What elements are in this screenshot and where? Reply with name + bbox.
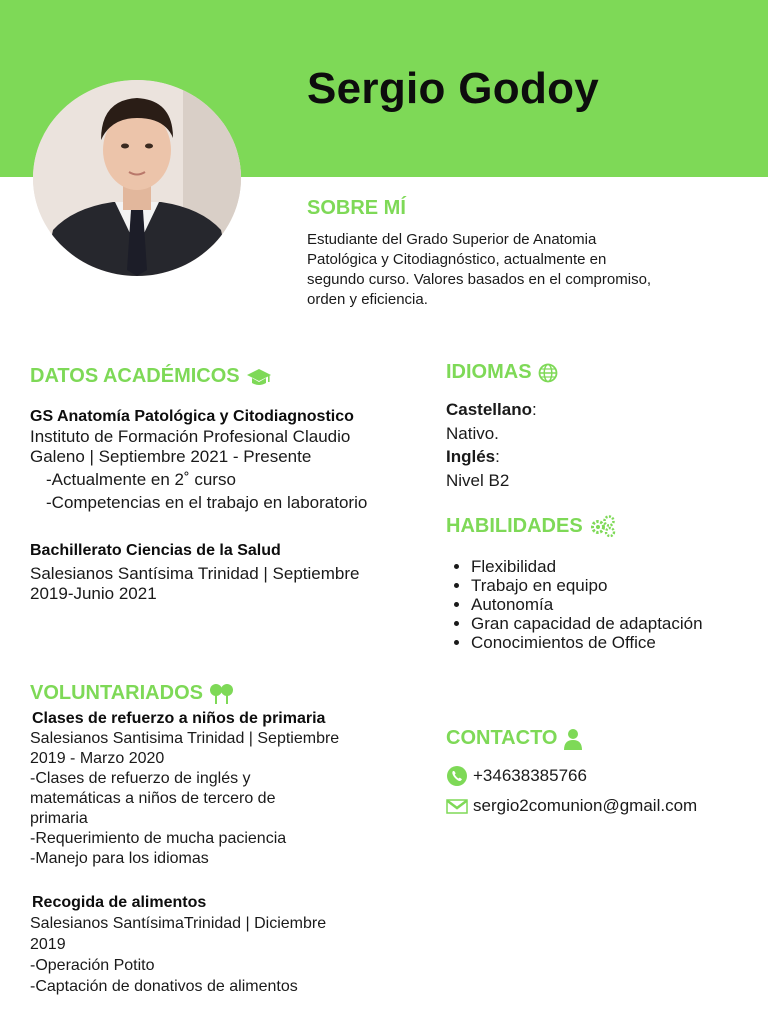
email-row[interactable] — [446, 796, 697, 816]
volunteering-title: Clases de refuerzo a niños de primaria — [32, 710, 326, 727]
academic-entry — [30, 407, 410, 513]
language-name: Castellano — [446, 400, 532, 419]
volunteering-entry — [30, 709, 410, 869]
contact-heading: CONTACTO — [446, 727, 583, 750]
entry-line: -Requerimiento de mucha paciencia — [30, 830, 287, 847]
entry-line: Instituto de Formación Profesional Claudio — [30, 427, 351, 446]
profile-photo — [33, 80, 241, 276]
language-item — [446, 398, 726, 422]
person-icon — [563, 728, 583, 750]
languages-list — [446, 398, 726, 492]
entry-bullet: -Actualmente en 2˚ curso — [46, 470, 236, 489]
entry-line: matemáticas a niños de tercero de — [30, 790, 276, 807]
skill-item: • Trabajo en equipo — [471, 576, 751, 595]
entry-line: 2019-Junio 2021 — [30, 584, 157, 603]
academic-entry — [30, 541, 410, 604]
language-level: Nivel B2 — [446, 470, 510, 490]
volunteering-heading: VOLUNTARIADOS — [30, 682, 235, 705]
entry-line: -Clases de refuerzo de inglés y — [30, 770, 251, 787]
language-suffix: : — [495, 447, 500, 466]
about-line: segundo curso. Valores basados en el compromiso, — [307, 271, 652, 288]
gmail-envelope-icon — [446, 798, 468, 814]
about-line: Patológica y Citodiagnóstico, actualmente en — [307, 251, 607, 268]
language-level: Nativo. — [446, 423, 499, 443]
about-line: Estudiante del Grado Superior de Anatomia — [307, 231, 597, 248]
phone-number[interactable]: +34638385766 — [473, 766, 587, 785]
entry-line: primaria — [30, 810, 88, 827]
entry-bullet: -Competencias en el trabajo en laboratorio — [46, 493, 368, 512]
entry-line: Salesianos SantísimaTrinidad | Diciembre — [30, 915, 327, 932]
graduation-cap-icon — [246, 367, 272, 387]
skill-item: • Autonomía — [471, 595, 751, 614]
gears-icon — [589, 514, 617, 538]
about-text — [307, 230, 727, 310]
volunteering-title: Recogida de alimentos — [32, 894, 207, 911]
trees-icon — [209, 683, 235, 705]
skills-list — [447, 557, 751, 652]
about-line: orden y eficiencia. — [307, 291, 428, 308]
degree-title: GS Anatomía Patológica y Citodiagnostico — [30, 408, 354, 425]
entry-line: 2019 — [30, 936, 66, 953]
language-suffix: : — [531, 400, 537, 419]
globe-icon — [538, 363, 558, 383]
degree-title: Bachillerato Ciencias de la Salud — [30, 542, 281, 559]
entry-line: -Captación de donativos de alimentos — [30, 978, 298, 995]
skill-item: • Flexibilidad — [471, 557, 751, 576]
skill-item: • Gran capacidad de adaptación — [471, 614, 751, 633]
skills-heading: HABILIDADES — [446, 514, 617, 538]
languages-heading: IDIOMAS — [446, 361, 558, 384]
language-item — [446, 445, 726, 469]
entry-line: Galeno | Septiembre 2021 - Presente — [30, 447, 312, 466]
entry-line: Salesianos Santisima Trinidad | Septiembre — [30, 730, 340, 747]
skill-item: • Conocimientos de Office — [471, 633, 751, 652]
academic-heading: DATOS ACADÉMICOS — [30, 365, 272, 388]
entry-line: Salesianos Santísima Trinidad | Septiembre — [30, 564, 360, 583]
about-heading: SOBRE MÍ — [307, 197, 406, 219]
entry-line: 2019 - Marzo 2020 — [30, 750, 165, 767]
whatsapp-phone-icon — [446, 765, 468, 787]
phone-row[interactable] — [446, 765, 587, 787]
language-name: Inglés — [446, 447, 496, 466]
full-name: Sergio Godoy — [307, 64, 600, 113]
email-address[interactable]: sergio2comunion@gmail.com — [473, 796, 698, 815]
entry-line: -Operación Potito — [30, 957, 155, 974]
volunteering-entry — [30, 893, 410, 997]
entry-line: -Manejo para los idiomas — [30, 850, 209, 867]
portrait-illustration — [33, 80, 241, 276]
